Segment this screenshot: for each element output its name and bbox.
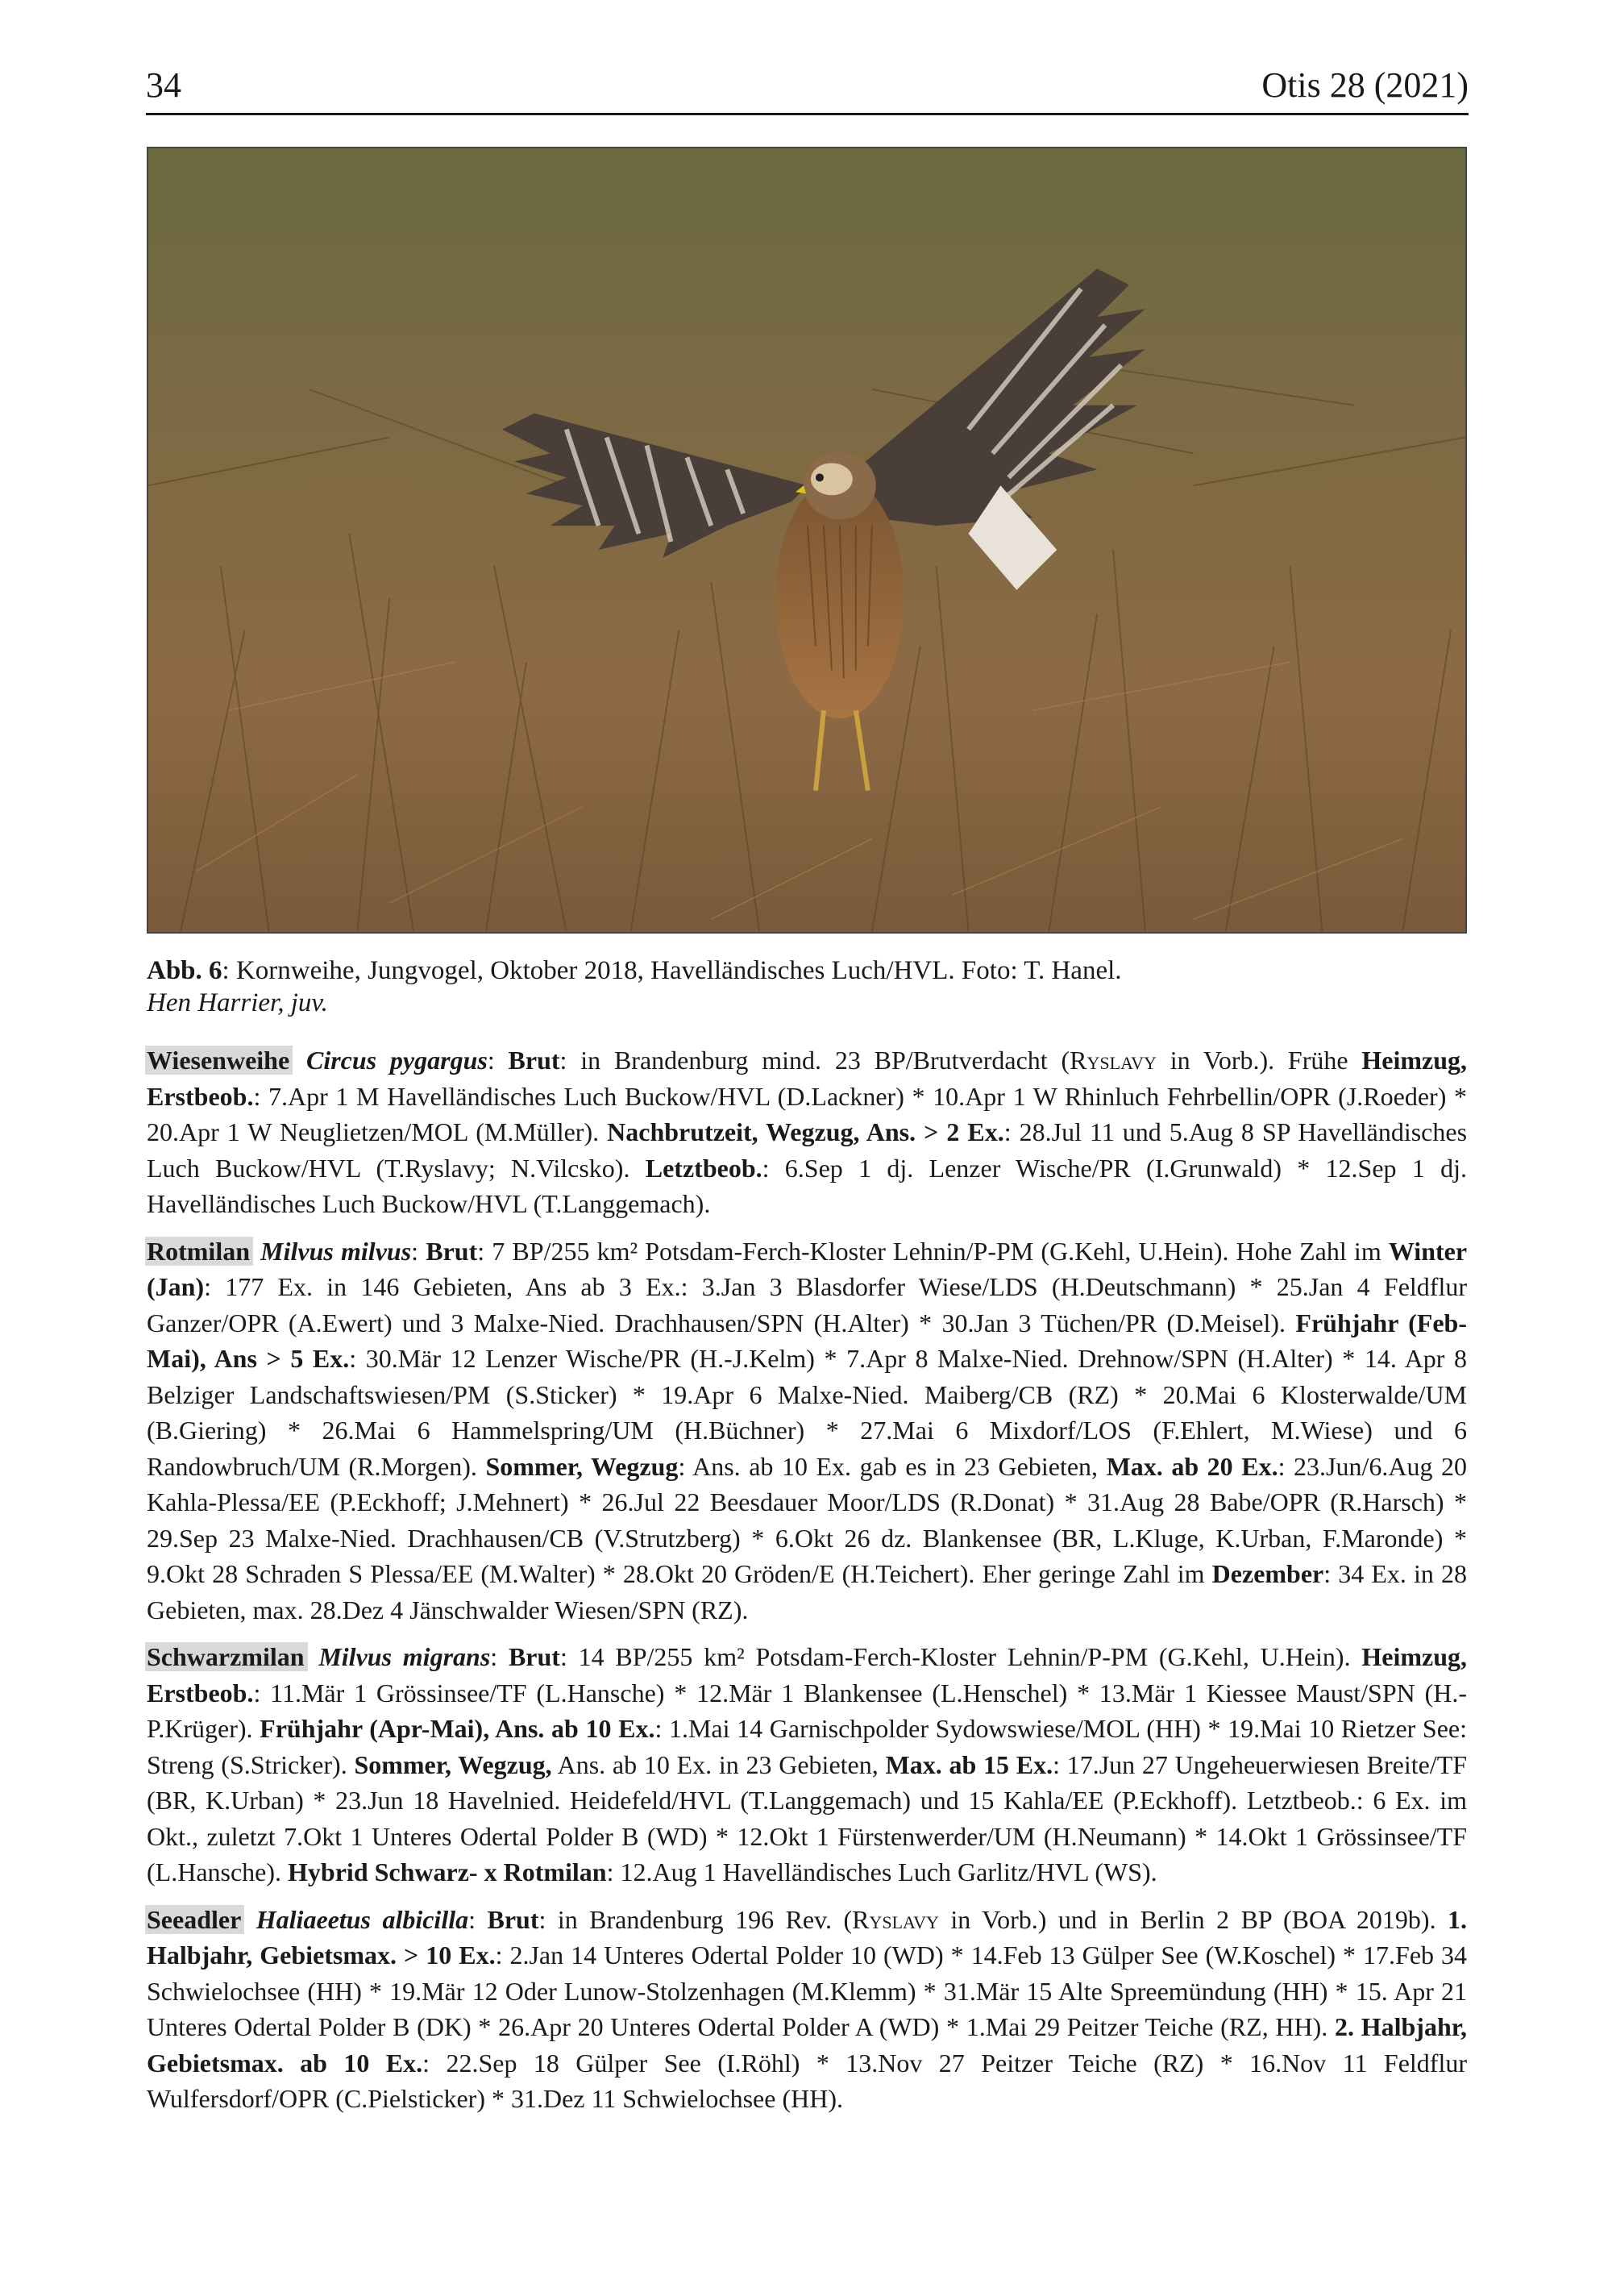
species-entry [147,1042,1467,1222]
hen-harrier-photo-illustration [148,148,1465,932]
body-text: : 11.Mär 1 Grössinsee/TF (L.Hansche) * 12.Mär 1 Blankensee (L.Henschel) * 13.Mär 1 Kiessee Maust/SPN (H.-P.Krüger). [147,1678,1467,1743]
body-text: : 28.Jul 11 und 5.Aug 8 SP Havelländisches Luch Buckow/HVL (T.Ryslavy; N.Vilcsko). [147,1117,1468,1183]
bold-heading: Brut [426,1236,478,1266]
body-text: : Ans. ab 10 Ex. gab es in 23 Gebieten, [678,1451,1107,1481]
bold-heading: Max. ab 20 Ex. [1106,1451,1278,1481]
body-text [253,1237,260,1266]
bold-heading: 1. Halbjahr, Gebietsmax. > 10 Ex. [147,1904,1468,1969]
page-number: 34 [146,65,181,105]
body-text: : [411,1236,426,1266]
bold-heading: Frühjahr (Feb-Mai), Ans > 5 Ex. [147,1308,1468,1373]
harrier-photo [147,147,1467,934]
body-text: : 17.Jun 27 Ungeheuerwiesen Breite/TF (BR, K.Urban) * 23.Jun 18 Havelnied. Heidefeld/HVL (T.Langgemach) und 15 Kahla/EE (P.Eckhoff). Letztbeob.: 6 Ex. im Okt., zuletzt 7.Okt 1 Unteres Odertal Polder B (WD) * 12.Okt 1 Fürstenwerder/UM (H.Neumann) * 14.Okt 1 Grössinsee/TF (L.Hansche). [147,1749,1468,1886]
body-text [244,1905,256,1934]
species-name: Wiesenweihe [145,1046,293,1075]
body-text: : [490,1642,509,1671]
species-name: Schwarzmilan [145,1642,308,1671]
journal-title: Otis 28 (2021) [1261,65,1469,105]
species-entry [147,1902,1467,2117]
bold-heading: Hybrid Schwarz- x Rotmilan [288,1857,607,1886]
species-name: Seeadler [145,1905,244,1934]
body-text: : in Brandenburg 196 Rev. ( [538,1904,853,1934]
body-text [293,1046,306,1075]
body-text: : 7 BP/255 km² Potsdam-Ferch-Kloster Lehnin/P-PM (G.Kehl, U.Hein). Hohe Zahl im [477,1236,1389,1266]
bold-heading: Brut [508,1046,560,1075]
scientific-name: Milvus milvus [260,1236,412,1266]
scientific-name: Milvus migrans [318,1642,491,1671]
body-text: in Vorb.). Frühe [1156,1046,1362,1075]
running-head [146,63,1469,115]
bold-heading: Frühjahr (Apr-Mai), Ans. ab 10 Ex. [260,1714,655,1743]
bold-heading: Dezember [1211,1559,1324,1588]
body-text: : [487,1046,509,1075]
species-entries [147,1042,1467,2128]
body-text [308,1642,319,1671]
species-entry [147,1233,1467,1628]
figure-label: Abb. 6 [147,956,222,985]
caption-de [147,955,1467,987]
scientific-name: Haliaeetus albicilla [256,1904,469,1934]
body-text: : 1.Mai 14 Garnischpolder Sydowswiese/MOL (HH) * 19.Mai 10 Rietzer See: Streng (S.Stricker). [147,1714,1468,1779]
bold-heading: Brut [508,1642,560,1671]
body-text: : 34 Ex. in 28 Gebieten, max. 28.Dez 4 Jänschwalder Wiesen/SPN (RZ). [147,1559,1468,1624]
scientific-name: Circus pygargus [305,1046,488,1075]
caption-en: Hen Harrier, juv. [147,988,328,1017]
bold-heading: Winter (Jan) [147,1236,1468,1301]
bold-heading: Brut [487,1904,539,1934]
figure-caption [147,955,1467,1019]
body-text: : 22.Sep 18 Gülper See (I.Röhl) * 13.Nov 27 Peitzer Teiche (RZ) * 16.Nov 11 Feldflur Wulfersdorf/OPR (C.Pielsticker) * 31.Dez 11 Schwielochsee (HH). [147,2048,1468,2113]
body-text: : 6.Sep 1 dj. Lenzer Wische/PR (I.Grunwald) * 12.Sep 1 dj. Havelländisches Luch Buckow/HVL (T.Langgemach). [147,1153,1468,1218]
bold-heading: Sommer, Wegzug [485,1451,679,1481]
body-text: : 177 Ex. in 146 Gebieten, Ans ab 3 Ex.: 3.Jan 3 Blasdorfer Wiese/LDS (H.Deutschmann) * 25.Jan 4 Feldflur Ganzer/OPR (A.Ewert) und 3 Malxe-Nied. Drachhausen/SPN (H.Alter) * 30.Jan 3 Tüchen/PR (D.Meisel). [147,1272,1467,1337]
body-text: in Vorb.) und in Berlin 2 BP (BOA 2019b). [938,1904,1448,1934]
bold-heading: Heimzug, Erstbeob. [147,1046,1468,1111]
bold-heading: Heimzug, Erstbeob. [147,1642,1468,1707]
caption-de-text: : Kornweihe, Jungvogel, Oktober 2018, Havelländisches Luch/HVL. Foto: T. Hanel. [222,956,1122,985]
species-entry [147,1639,1467,1890]
body-text: : 7.Apr 1 M Havelländisches Luch Buckow/HVL (D.Lackner) * 10.Apr 1 W Rhinluch Fehrbellin/OPR (J.Roeder) * 20.Apr 1 W Neuglietzen/MOL (M.Müller). [147,1081,1467,1146]
author-citation: Ryslavy [852,1904,939,1934]
species-name: Rotmilan [145,1237,253,1266]
body-text: : 14 BP/255 km² Potsdam-Ferch-Kloster Lehnin/P-PM (G.Kehl, U.Hein). [559,1642,1362,1671]
body-text: : 12.Aug 1 Havelländisches Luch Garlitz/HVL (WS). [606,1857,1157,1886]
body-text: Ans. ab 10 Ex. in 23 Gebieten, [551,1749,886,1779]
body-text: : 23.Jun/6.Aug 20 Kahla-Plessa/EE (P.Eckhoff; J.Mehnert) * 26.Jul 22 Beesdauer Moor/LDS (R.Donat) * 31.Aug 28 Babe/OPR (R.Harsch) * 29.Sep 23 Malxe-Nied. Drachhausen/CB (V.Strutzberg) * 6.Okt 26 dz. Blankensee (BR, L.Kluge, K.Urban, F.Maronde) * 9.Okt 28 Schraden S Plessa/EE (M.Walter) * 28.Okt 20 Gröden/E (H.Teichert). Eher geringe Zahl im [147,1451,1468,1588]
bold-heading: Max. ab 15 Ex. [885,1749,1053,1779]
body-text: : 2.Jan 14 Unteres Odertal Polder 10 (WD) * 14.Feb 13 Gülper See (W.Koschel) * 17.Feb 34 Schwielochsee (HH) * 19.Mär 12 Oder Lunow-Stolzenhagen (M.Klemm) * 31.Mär 15 Alte Spreemündung (HH) * 15. Apr 21 Unteres Odertal Polder B (DK) * 26.Apr 20 Unteres Odertal Polder A (WD) * 1.Mai 29 Peitzer Teiche (RZ, HH). [147,1940,1467,2041]
body-text: : 30.Mär 12 Lenzer Wische/PR (H.-J.Kelm) * 7.Apr 8 Malxe-Nied. Drehnow/SPN (H.Alter) * 14. Apr 8 Belziger Landschaftswiesen/PM (S.Sticker) * 19.Apr 6 Malxe-Nied. Maiberg/CB (RZ) * 20.Mai 6 Klosterwalde/UM (B.Giering) * 26.Mai 6 Hammelspring/UM (H.Büchner) * 27.Mai 6 Mixdorf/LOS (F.Ehlert, M.Wiese) und 6 Randowbruch/UM (R.Morgen). [147,1344,1468,1481]
body-text: : in Brandenburg mind. 23 BP/Brutverdacht ( [559,1046,1070,1075]
body-text: : [468,1904,488,1934]
bold-heading: Sommer, Wegzug, [354,1749,552,1779]
bold-heading: Nachbrutzeit, Wegzug, Ans. > 2 Ex. [607,1117,1004,1146]
bold-heading: Letztbeob. [645,1153,762,1183]
author-citation: Ryslavy [1070,1046,1157,1075]
bold-heading: 2. Halbjahr, Gebietsmax. ab 10 Ex. [147,2012,1468,2078]
